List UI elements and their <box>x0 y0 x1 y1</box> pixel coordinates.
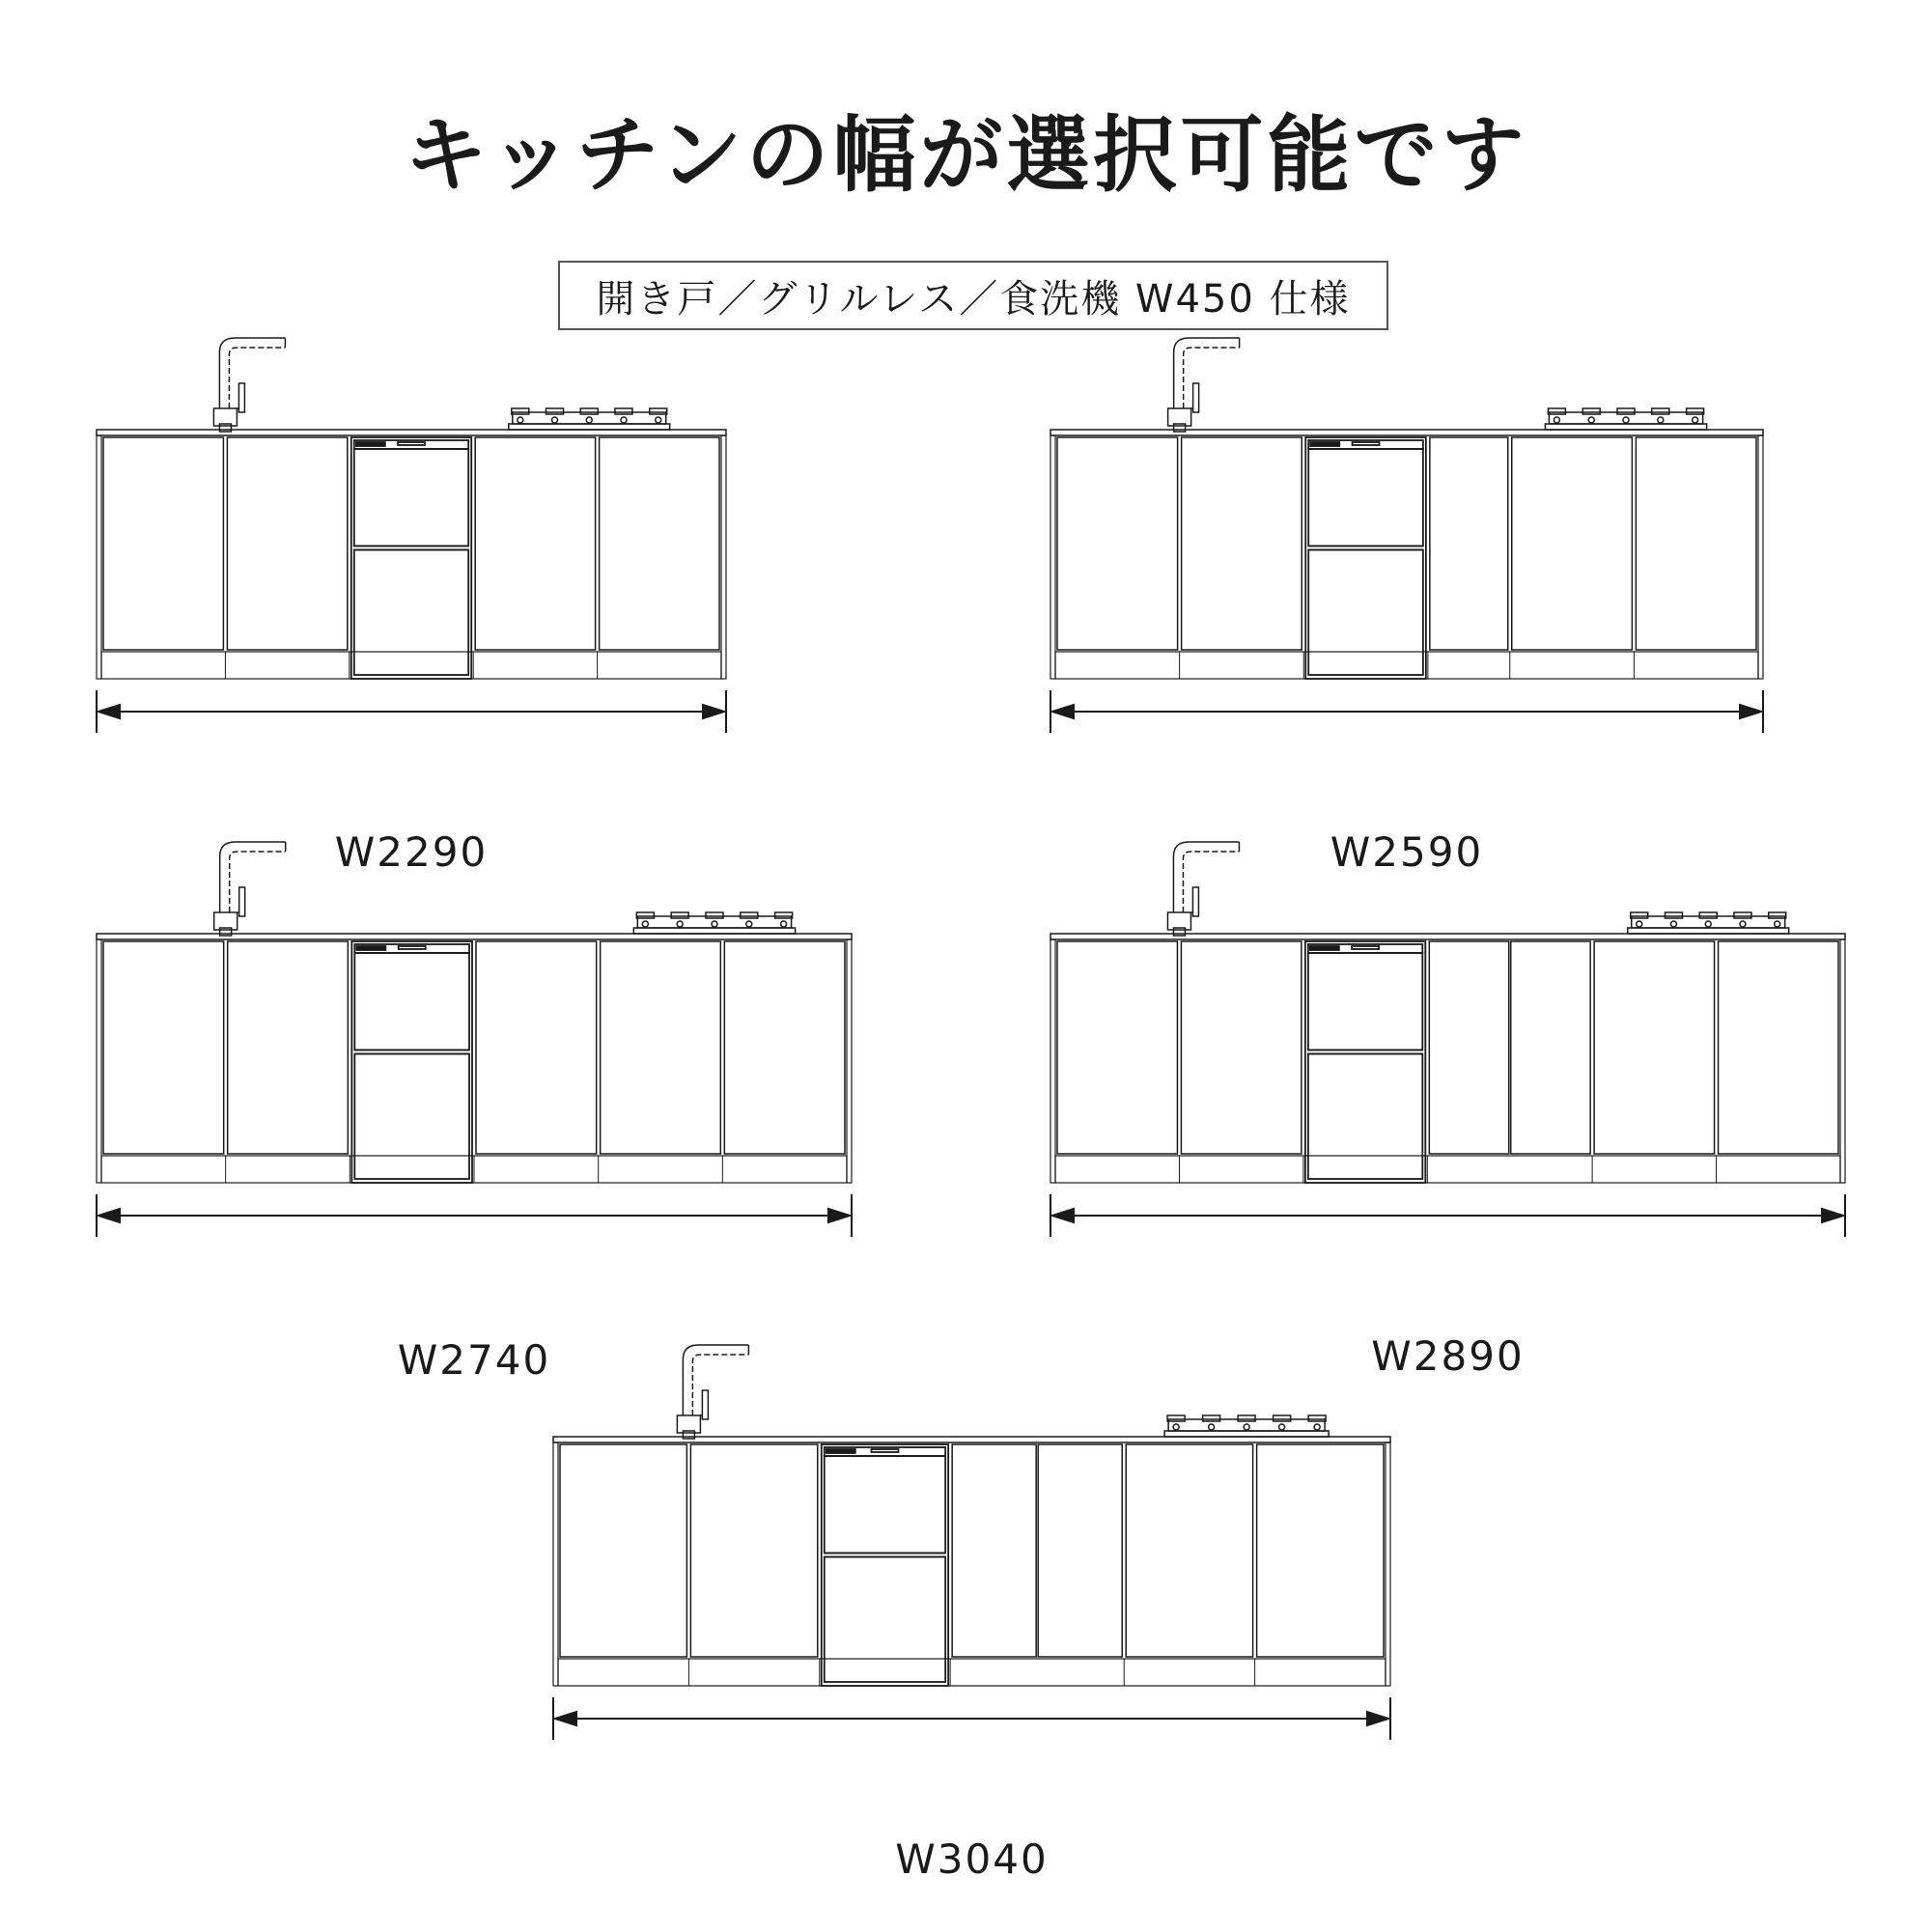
width-label: W2890 <box>1371 1332 1525 1380</box>
width-label: W2290 <box>334 828 489 876</box>
dimension-arrow-icon <box>553 1697 1390 1740</box>
kitchen-group <box>553 1345 1390 1740</box>
countertop <box>553 1437 1390 1442</box>
plinth <box>558 1659 1386 1686</box>
width-label: W2590 <box>1330 828 1484 876</box>
cabinet-door <box>1126 1444 1252 1657</box>
dishwasher <box>822 1444 948 1686</box>
gas-stove-icon <box>1164 1415 1329 1437</box>
cabinet-door <box>1038 1444 1122 1657</box>
cabinet-door <box>560 1444 686 1657</box>
side-panel <box>553 1442 558 1686</box>
cabinet-door <box>690 1444 817 1657</box>
spec-label: 開き戸／グリルレス／食洗機 W450 仕様 <box>558 261 1388 330</box>
page-title: キッチンの幅が選択可能です <box>404 107 1528 204</box>
side-panel <box>1386 1442 1390 1686</box>
width-label: W3040 <box>895 1835 1049 1883</box>
cabinet-door <box>952 1444 1036 1657</box>
width-label: W2740 <box>397 1336 551 1384</box>
cabinet-door <box>1257 1444 1384 1657</box>
faucet-icon <box>677 1345 748 1439</box>
